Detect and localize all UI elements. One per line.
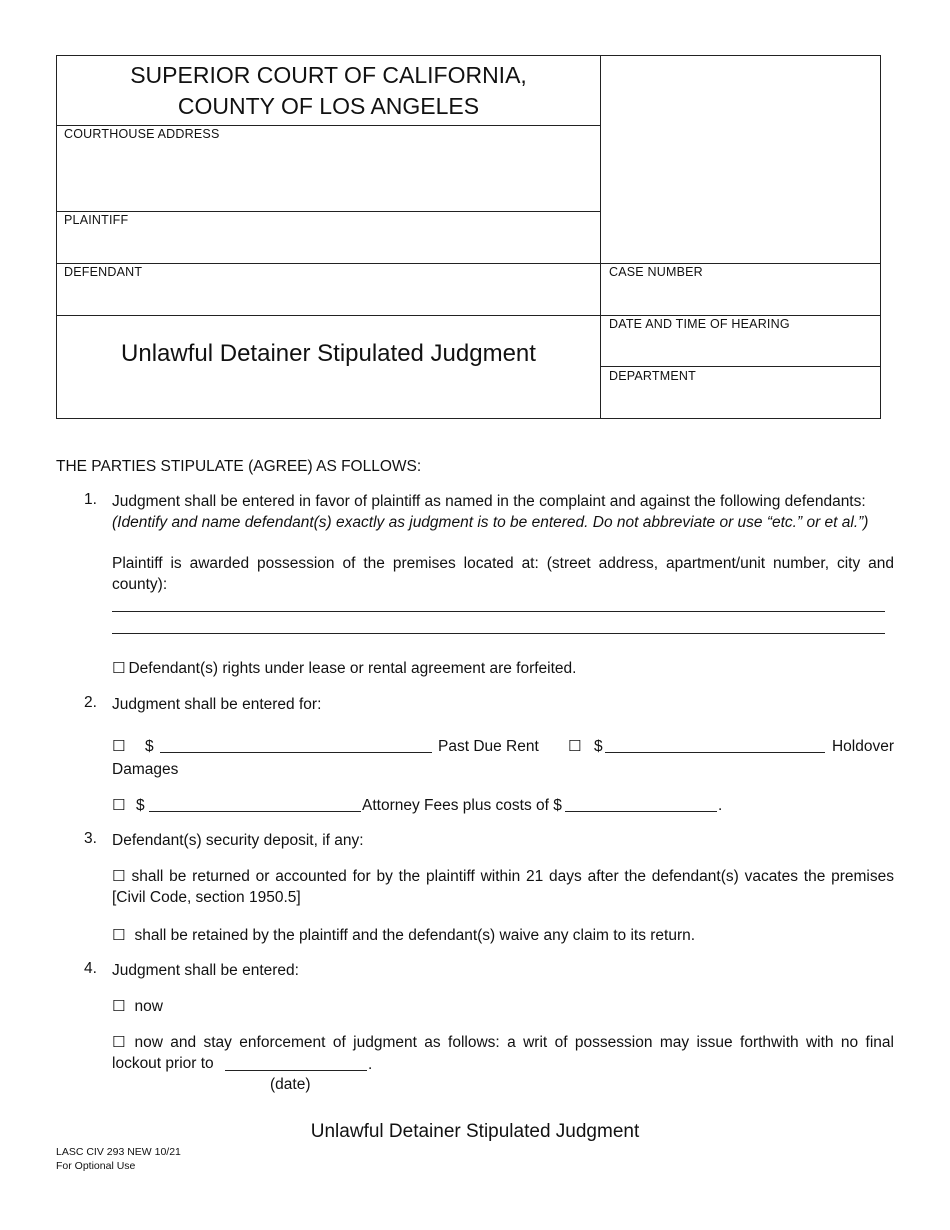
deposit-retained-checkbox[interactable]: ☐ (112, 926, 126, 944)
case-number-field[interactable] (602, 282, 878, 313)
department-label: DEPARTMENT (609, 369, 696, 383)
premises-address-line-2[interactable] (112, 619, 885, 634)
department-field[interactable] (602, 386, 878, 416)
premises-address-line-1[interactable] (112, 597, 885, 612)
deposit-retained-row (112, 925, 695, 946)
item4-text: Judgment shall be entered: (112, 962, 299, 979)
costs-period: . (718, 797, 723, 814)
judgment-stay-checkbox[interactable]: ☐ (112, 1033, 126, 1051)
intro-text: THE PARTIES STIPULATE (AGREE) AS FOLLOWS: (56, 458, 422, 475)
defendant-field[interactable] (58, 282, 598, 313)
past-due-rent-label: Past Due Rent (438, 738, 539, 755)
item1-text: Judgment shall be entered in favor of plaintiff as named in the complaint and against the following defendants: (112, 493, 866, 510)
courthouse-address-field[interactable] (58, 145, 598, 209)
judgment-stay-label: now and stay enforcement of judgment as follows: a writ of possession may issue forthwith with no final lockout prior to (112, 1034, 894, 1072)
damages-label: Damages (112, 761, 179, 778)
judgment-now-checkbox[interactable]: ☐ (112, 997, 126, 1015)
forfeit-label: Defendant(s) rights under lease or rental agreement are forfeited. (128, 660, 577, 677)
footer-title: Unlawful Detainer Stipulated Judgment (310, 1121, 640, 1142)
item2-text: Judgment shall be entered for: (112, 696, 322, 713)
judgment-now-label: now (134, 998, 163, 1015)
deposit-returned-label: shall be returned or accounted for by the plaintiff within 21 days after the defendant(s) vacates the premises [Civil Code, section 1950.5] (112, 868, 894, 906)
forfeit-row (112, 658, 576, 679)
attorney-fees-dollar: $ (136, 797, 145, 814)
defendant-label: DEFENDANT (64, 265, 143, 279)
costs-amount[interactable] (565, 795, 717, 812)
deposit-returned-row (112, 866, 894, 908)
court-name-line2: COUNTY OF LOS ANGELES (177, 93, 480, 119)
rent-row (112, 736, 894, 758)
item3-number: 3. (84, 830, 97, 847)
past-due-rent-dollar: $ (145, 738, 154, 755)
courthouse-address-label: COURTHOUSE ADDRESS (64, 127, 220, 141)
case-number-label: CASE NUMBER (609, 265, 703, 279)
attorney-fees-label: Attorney Fees plus costs of $ (362, 797, 562, 814)
holdover-dollar: $ (594, 738, 603, 755)
item1-instructions: (Identify and name defendant(s) exactly as judgment is to be entered. Do not abbreviate or use “etc.” or et al.”) (112, 514, 869, 531)
item3-text: Defendant(s) security deposit, if any: (112, 832, 364, 849)
possession-text: Plaintiff is awarded possession of the premises located at: (street address, apartment/unit number, city and county): (112, 555, 894, 593)
item1-number: 1. (84, 491, 97, 508)
form-code: LASC CIV 293 NEW 10/21 (56, 1146, 181, 1158)
holdover-amount[interactable] (605, 736, 825, 753)
deposit-returned-checkbox[interactable]: ☐ (112, 867, 126, 885)
attorney-row (112, 795, 894, 817)
plaintiff-label: PLAINTIFF (64, 213, 129, 227)
attorney-fees-checkbox[interactable]: ☐ (112, 796, 126, 814)
optional-use: For Optional Use (56, 1160, 136, 1172)
lockout-period: . (368, 1056, 373, 1073)
forfeit-checkbox[interactable]: ☐ (112, 659, 126, 677)
holdover-checkbox[interactable]: ☐ (568, 737, 582, 755)
item4-number: 4. (84, 960, 97, 977)
item2-number: 2. (84, 694, 97, 711)
past-due-rent-checkbox[interactable]: ☐ (112, 737, 126, 755)
past-due-rent-amount[interactable] (160, 736, 432, 753)
court-name-line1: SUPERIOR COURT OF CALIFORNIA, (130, 62, 527, 88)
judgment-now-row (112, 996, 163, 1017)
lockout-date-field[interactable] (225, 1055, 367, 1071)
attorney-fees-amount[interactable] (149, 795, 361, 812)
form-title: Unlawful Detainer Stipulated Judgment (121, 340, 536, 367)
date-label: (date) (270, 1076, 311, 1093)
court-name (56, 60, 601, 122)
deposit-retained-label: shall be retained by the plaintiff and the defendant(s) waive any claim to its return. (134, 927, 696, 944)
hearing-field[interactable] (602, 334, 878, 364)
plaintiff-field[interactable] (58, 230, 598, 261)
holdover-label: Holdover (831, 738, 894, 755)
hearing-label: DATE AND TIME OF HEARING (609, 317, 790, 331)
